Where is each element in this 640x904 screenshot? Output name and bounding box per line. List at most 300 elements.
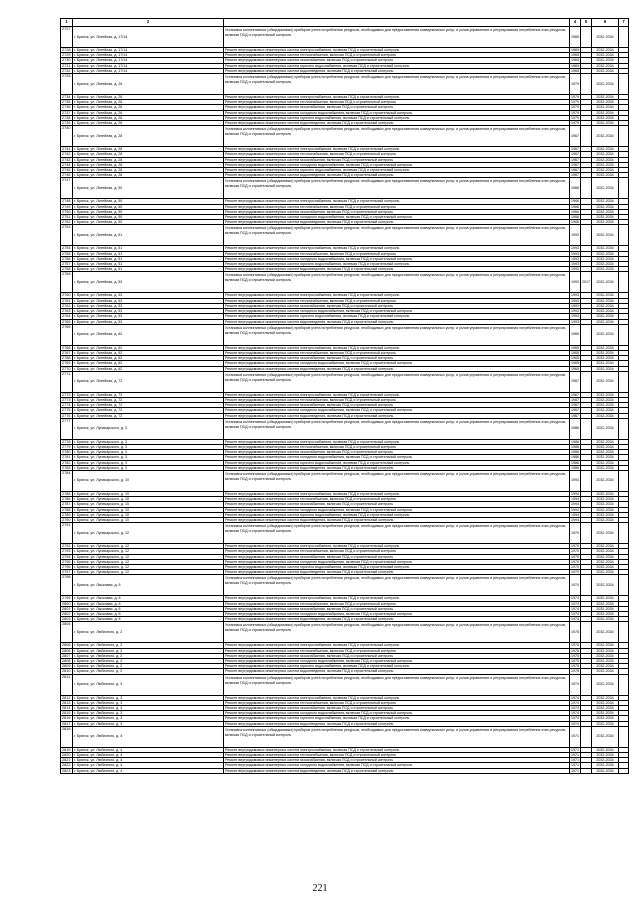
period-cell: 2032-2034 [592, 747, 619, 752]
address-cell: г. Брянск, ул. Литейная, д. 50 [73, 209, 224, 214]
row-number-cell: 2783 [61, 465, 73, 470]
work-type-cell: Ремонт внутридомовых инженерных систем холодного водоснабжения, включая ПСД и строительный контроль [224, 215, 570, 220]
period-cell: 2032-2034 [592, 366, 619, 371]
work-type-cell: Ремонт внутридомовых инженерных систем газоснабжения, включая ПСД и строительный контроль [224, 606, 570, 611]
year-cell: 1986 [571, 444, 579, 449]
period-cell: 2032-2034 [592, 612, 619, 617]
row-number-cell: 2741 [61, 147, 73, 152]
row-number-cell: 2796 [61, 564, 73, 569]
year-cell: 1971 [571, 753, 579, 758]
address-cell: г. Брянск, ул. Литейная, д. 28 [73, 168, 224, 173]
work-type-cell: Ремонт внутридомовых инженерных систем холодного водоснабжения, включая ПСД и строительный контроль [224, 455, 570, 460]
table-row [61, 27, 629, 48]
header-cell [224, 19, 570, 27]
year-cell: 1965 [571, 350, 579, 355]
period-cell: 2032-2034 [592, 100, 619, 105]
col7-cell [619, 726, 629, 747]
period-cell: 2032-2034 [592, 272, 619, 293]
row-number-cell: 2789 [61, 512, 73, 517]
period-cell: 2032-2034 [592, 721, 619, 726]
work-type-cell: Ремонт внутридомовых инженерных систем теплоснабжения, включая ПСД и строительный контроль [224, 753, 570, 758]
row-number-cell: 2779 [61, 444, 73, 449]
period-cell: 2032-2034 [592, 147, 619, 152]
work-type-cell: Ремонт внутридомовых инженерных систем газоснабжения, включая ПСД и строительный контроль [224, 303, 570, 308]
row-number-cell: 2814 [61, 706, 73, 711]
address-cell: г. Брянск, ул. Любезного, д. 4 [73, 726, 224, 747]
header-cell: 7 [619, 19, 629, 27]
year-cell: 1994 [570, 470, 581, 491]
extra-year-cell [581, 470, 592, 491]
work-type-cell: Ремонт внутридомовых инженерных систем холодного водоснабжения, включая ПСД и строительный контроль [224, 110, 570, 115]
year-cell: 1966 [571, 209, 579, 214]
work-type-cell: Установка коллективных (общедомовых) приборов учета потребления ресурсов, необходимых для предоставления коммунальных услуг, и узлов управления и регулирования потребления этих ресурсов, включая ПСД и строительный контроль [224, 726, 570, 747]
address-cell: г. Брянск, ул. Любезного, д. 3 [73, 706, 224, 711]
year-cell: 1967 [571, 168, 579, 173]
year-cell: 1993 [571, 256, 579, 261]
year-cell: 1970 [570, 523, 581, 544]
row-number-cell: 2795 [61, 559, 73, 564]
row-number-cell: 2794 [61, 554, 73, 559]
address-cell: г. Брянск, ул. Луначарского, д. 3 [73, 455, 224, 460]
year-cell: 1994 [571, 491, 579, 496]
period-cell: 2032-2034 [592, 319, 619, 324]
period-cell: 2032-2034 [592, 669, 619, 674]
work-type-cell: Ремонт внутридомовых инженерных систем теплоснабжения, включая ПСД и строительный контроль [224, 648, 570, 653]
address-cell: г. Брянск, ул. Литейная, д. 72 [73, 392, 224, 397]
row-number-cell: 2745 [61, 168, 73, 173]
row-number-cell: 2778 [61, 439, 73, 444]
period-cell: 2032-2034 [592, 95, 619, 100]
work-type-cell: Установка коллективных (общедомовых) приборов учета потребления ресурсов, необходимых для предоставления коммунальных услуг, и узлов управления и регулирования потребления этих ресурсов, включая ПСД и строительный контроль [224, 523, 570, 544]
work-type-cell: Ремонт внутридомовых инженерных систем теплоснабжения, включая ПСД и строительный контроль [224, 251, 570, 256]
year-cell: 1993 [571, 262, 579, 267]
year-cell: 1993 [571, 251, 579, 256]
work-type-cell: Ремонт внутридомовых инженерных систем газоснабжения, включая ПСД и строительный контроль [224, 403, 570, 408]
row-number-cell: 2818 [61, 726, 73, 747]
col7-cell [619, 74, 629, 95]
work-type-cell: Ремонт внутридомовых инженерных систем водоотведения, включая ПСД и строительный контроль [224, 413, 570, 418]
address-cell: г. Брянск, ул. Литейная, д. 62 [73, 361, 224, 366]
address-cell: г. Брянск, ул. Литейная, д. 17/14 [73, 53, 224, 58]
address-cell: г. Брянск, ул. Лысковая, д. 6 [73, 606, 224, 611]
extra-year-cell [581, 726, 592, 747]
period-cell: 2032-2034 [592, 361, 619, 366]
row-number-cell: 2788 [61, 507, 73, 512]
row-number-cell: 2765 [61, 319, 73, 324]
year-cell: 1993 [570, 225, 581, 246]
address-cell: г. Брянск, ул. Литейная, д. 26 [73, 115, 224, 120]
work-type-cell: Установка коллективных (общедомовых) приборов учета потребления ресурсов, необходимых для предоставления коммунальных услуг, и узлов управления и регулирования потребления этих ресурсов, включая ПСД и строительный контроль [224, 178, 570, 199]
address-cell: г. Брянск, ул. Любезного, д. 2 [73, 643, 224, 648]
address-cell: г. Брянск, ул. Луначарского, д. 12 [73, 564, 224, 569]
address-cell: г. Брянск, ул. Литейная, д. 17/14 [73, 48, 224, 53]
work-type-cell: Установка коллективных (общедомовых) приборов учета потребления ресурсов, необходимых для предоставления коммунальных услуг, и узлов управления и регулирования потребления этих ресурсов, включая ПСД и строительный контроль [224, 126, 570, 147]
row-number-cell: 2727 [61, 27, 73, 48]
row-number-cell: 2747 [61, 178, 73, 199]
work-type-cell: Ремонт внутридомовых инженерных систем холодного водоснабжения, включая ПСД и строительный контроль [224, 507, 570, 512]
year-cell: 1993 [571, 267, 579, 272]
address-cell: г. Брянск, ул. Любезного, д. 2 [73, 664, 224, 669]
period-cell: 2032-2034 [592, 392, 619, 397]
year-cell: 1974 [571, 716, 579, 721]
work-type-cell: Установка коллективных (общедомовых) приборов учета потребления ресурсов, необходимых для предоставления коммунальных услуг, и узлов управления и регулирования потребления этих ресурсов, включая ПСД и строительный контроль [224, 74, 570, 95]
period-cell: 2032-2034 [592, 695, 619, 700]
address-cell: г. Брянск, ул. Любезного, д. 2 [73, 622, 224, 643]
row-number-cell: 2821 [61, 758, 73, 763]
year-cell: 1986 [570, 418, 581, 439]
year-cell: 1994 [571, 497, 579, 502]
work-type-cell: Ремонт внутридомовых инженерных систем горячего водоснабжения, включая ПСД и строительный контроль [224, 460, 570, 465]
row-number-cell: 2738 [61, 115, 73, 120]
year-cell: 1971 [571, 763, 579, 768]
address-cell: г. Брянск, ул. Литейная, д. 62 [73, 356, 224, 361]
work-type-cell: Ремонт внутридомовых инженерных систем водоотведения, включая ПСД и строительный контроль [224, 267, 570, 272]
year-cell: 1967 [571, 392, 579, 397]
address-cell: г. Брянск, ул. Литейная, д. 50 [73, 215, 224, 220]
row-number-cell: 2791 [61, 523, 73, 544]
work-type-cell: Установка коллективных (общедомовых) приборов учета потребления ресурсов, необходимых для предоставления коммунальных услуг, и узлов управления и регулирования потребления этих ресурсов, включая ПСД и строительный контроль [224, 418, 570, 439]
col7-cell [619, 178, 629, 199]
year-cell: 1965 [571, 48, 579, 52]
row-number-cell: 2762 [61, 303, 73, 308]
period-cell: 2032-2034 [592, 648, 619, 653]
work-type-cell: Ремонт внутридомовых инженерных систем холодного водоснабжения, включая ПСД и строительный контроль [224, 763, 570, 768]
period-cell: 2032-2034 [592, 564, 619, 569]
address-cell: г. Брянск, ул. Литейная, д. 53 [73, 272, 224, 293]
year-cell: 1970 [571, 544, 579, 549]
work-type-cell: Ремонт внутридомовых инженерных систем газоснабжения, включая ПСД и строительный контроль [224, 758, 570, 763]
period-cell: 2032-2034 [592, 110, 619, 115]
year-cell: 1967 [570, 371, 581, 392]
work-type-cell: Ремонт внутридомовых инженерных систем водоотведения, включая ПСД и строительный контроль [224, 68, 570, 73]
address-cell: г. Брянск, ул. Луначарского, д. 10 [73, 497, 224, 502]
period-cell: 2032-2034 [592, 517, 619, 522]
row-number-cell: 2773 [61, 397, 73, 402]
address-cell: г. Брянск, ул. Любезного, д. 3 [73, 695, 224, 700]
page-number: 221 [312, 883, 328, 894]
period-cell: 2032-2034 [592, 711, 619, 716]
period-cell: 2032-2034 [592, 115, 619, 120]
address-cell: г. Брянск, ул. Любезного, д. 2 [73, 653, 224, 658]
period-cell: 2032-2034 [592, 350, 619, 355]
period-cell: 2032-2034 [592, 653, 619, 658]
year-cell: 1974 [571, 617, 579, 622]
row-number-cell: 2809 [61, 664, 73, 669]
year-cell: 1970 [571, 559, 579, 564]
year-cell: 1993 [571, 309, 579, 314]
table-row [61, 324, 629, 345]
year-cell: 1986 [571, 439, 579, 444]
year-cell: 1967 [571, 413, 579, 418]
address-cell: г. Брянск, ул. Литейная, д. 26 [73, 74, 224, 95]
row-number-cell: 2734 [61, 95, 73, 100]
address-cell: г. Брянск, ул. Литейная, д. 62 [73, 350, 224, 355]
work-type-cell: Установка коллективных (общедомовых) приборов учета потребления ресурсов, необходимых для предоставления коммунальных услуг, и узлов управления и регулирования потребления этих ресурсов, включая ПСД и строительный контроль [224, 272, 570, 293]
work-type-cell: Ремонт внутридомовых инженерных систем теплоснабжения, включая ПСД и строительный контроль [224, 298, 570, 303]
table-row [61, 674, 629, 695]
col7-cell [619, 622, 629, 643]
year-cell: 1967 [570, 126, 581, 147]
year-cell: 1979 [571, 121, 579, 126]
period-cell: 2032-2034 [592, 408, 619, 413]
address-cell: г. Брянск, ул. Литейная, д. 72 [73, 408, 224, 413]
row-number-cell: 2810 [61, 669, 73, 674]
extra-year-cell: 2017 [581, 272, 592, 293]
row-number-cell: 2729 [61, 53, 73, 58]
address-cell: г. Брянск, ул. Луначарского, д. 3 [73, 460, 224, 465]
row-number-cell: 2754 [61, 246, 73, 251]
address-cell: г. Брянск, ул. Литейная, д. 17/14 [73, 63, 224, 68]
address-cell: г. Брянск, ул. Литейная, д. 28 [73, 173, 224, 178]
year-cell: 1967 [571, 403, 579, 408]
row-number-cell: 2801 [61, 606, 73, 611]
work-type-cell: Ремонт внутридомовых инженерных систем электроснабжения, включая ПСД и строительный контроль [224, 345, 570, 350]
col7-cell [619, 575, 629, 596]
address-cell: г. Брянск, ул. Луначарского, д. 3 [73, 439, 224, 444]
year-cell: 1965 [570, 324, 581, 345]
address-cell: г. Брянск, ул. Литейная, д. 28 [73, 152, 224, 157]
work-type-cell: Ремонт внутридомовых инженерных систем холодного водоснабжения, включая ПСД и строительный контроль [224, 162, 570, 167]
work-type-cell: Ремонт внутридомовых инженерных систем электроснабжения, включая ПСД и строительный контроль [224, 491, 570, 496]
period-cell: 2032-2034 [592, 371, 619, 392]
address-cell: г. Брянск, ул. Любезного, д. 2 [73, 669, 224, 674]
address-cell: г. Брянск, ул. Литейная, д. 72 [73, 371, 224, 392]
period-cell: 2032-2034 [592, 63, 619, 68]
year-cell: 1967 [571, 147, 579, 152]
period-cell: 2032-2034 [592, 418, 619, 439]
work-type-cell: Ремонт внутридомовых инженерных систем газоснабжения, включая ПСД и строительный контроль [224, 157, 570, 162]
year-cell: 1979 [571, 100, 579, 105]
year-cell: 1974 [571, 596, 579, 601]
period-cell: 2032-2034 [592, 716, 619, 721]
row-number-cell: 2793 [61, 549, 73, 554]
row-number-cell: 2772 [61, 392, 73, 397]
address-cell: г. Брянск, ул. Литейная, д. 51 [73, 246, 224, 251]
work-type-cell: Ремонт внутридомовых инженерных систем газоснабжения, включая ПСД и строительный контроль [224, 554, 570, 559]
table-row [61, 470, 629, 491]
address-cell: г. Брянск, ул. Литейная, д. 72 [73, 403, 224, 408]
header-cell: 1 [61, 19, 73, 27]
address-cell: г. Брянск, ул. Любезного, д. 3 [73, 721, 224, 726]
work-type-cell: Ремонт внутридомовых инженерных систем водоотведения, включая ПСД и строительный контроль [224, 617, 570, 622]
row-number-cell: 2766 [61, 345, 73, 350]
row-number-cell: 2746 [61, 173, 73, 178]
row-number-cell: 2765 [61, 324, 73, 345]
period-cell: 2032-2034 [592, 570, 619, 575]
header-cell: 4 [570, 19, 581, 27]
row-number-cell: 2743 [61, 157, 73, 162]
work-type-cell: Ремонт внутридомовых инженерных систем холодного водоснабжения, включая ПСД и строительный контроль [224, 659, 570, 664]
year-cell: 1994 [571, 517, 579, 522]
period-cell: 2032-2034 [592, 157, 619, 162]
work-type-cell: Ремонт внутридомовых инженерных систем водоотведения, включая ПСД и строительный контроль [224, 220, 570, 225]
row-number-cell: 2815 [61, 711, 73, 716]
period-cell: 2032-2034 [592, 152, 619, 157]
year-cell: 1974 [571, 721, 579, 726]
address-cell: г. Брянск, ул. Литейная, д. 51 [73, 256, 224, 261]
row-number-cell: 2803 [61, 617, 73, 622]
year-cell: 1966 [571, 199, 579, 204]
address-cell: г. Брянск, ул. Литейная, д. 51 [73, 251, 224, 256]
work-type-cell: Ремонт внутридомовых инженерных систем электроснабжения, включая ПСД и строительный контроль [224, 246, 570, 251]
row-number-cell: 2780 [61, 450, 73, 455]
period-cell: 2032-2034 [592, 507, 619, 512]
work-type-cell: Установка коллективных (общедомовых) приборов учета потребления ресурсов, необходимых для предоставления коммунальных услуг, и узлов управления и регулирования потребления этих ресурсов, включая ПСД и строительный контроль [224, 27, 570, 48]
period-cell: 2032-2034 [592, 53, 619, 58]
address-cell: г. Брянск, ул. Литейная, д. 53 [73, 309, 224, 314]
address-cell: г. Брянск, ул. Луначарского, д. 3 [73, 465, 224, 470]
row-number-cell: 2760 [61, 293, 73, 298]
period-cell: 2032-2034 [592, 246, 619, 251]
year-cell: 1994 [571, 507, 579, 512]
work-type-cell: Установка коллективных (общедомовых) приборов учета потребления ресурсов, необходимых для предоставления коммунальных услуг, и узлов управления и регулирования потребления этих ресурсов, включая ПСД и строительный контроль [224, 622, 570, 643]
extra-year-cell [581, 575, 592, 596]
year-cell: 1974 [571, 706, 579, 711]
address-cell: г. Брянск, ул. Луначарского, д. 10 [73, 502, 224, 507]
address-cell: г. Брянск, ул. Литейная, д. 26 [73, 110, 224, 115]
period-cell: 2032-2034 [592, 309, 619, 314]
period-cell: 2032-2034 [592, 168, 619, 173]
year-cell: 1975 [570, 622, 581, 643]
year-cell: 1979 [570, 74, 581, 95]
row-number-cell: 2813 [61, 700, 73, 705]
period-cell: 2032-2034 [592, 413, 619, 418]
work-type-cell: Ремонт внутридомовых инженерных систем холодного водоснабжения, включая ПСД и строительный контроль [224, 408, 570, 413]
work-type-cell: Ремонт внутридомовых инженерных систем теплоснабжения, включая ПСД и строительный контроль [224, 444, 570, 449]
row-number-cell: 2776 [61, 413, 73, 418]
period-cell: 2032-2034 [592, 345, 619, 350]
year-cell: 1974 [571, 711, 579, 716]
address-cell: г. Брянск, ул. Любезного, д. 2 [73, 648, 224, 653]
row-number-cell: 2768 [61, 356, 73, 361]
period-cell: 2032-2034 [592, 215, 619, 220]
extra-year-cell [581, 418, 592, 439]
row-number-cell: 2811 [61, 674, 73, 695]
work-type-cell: Ремонт внутридомовых инженерных систем электроснабжения, включая ПСД и строительный контроль [224, 596, 570, 601]
year-cell: 1986 [571, 455, 579, 460]
period-cell: 2032-2034 [592, 512, 619, 517]
row-number-cell: 2777 [61, 418, 73, 439]
year-cell: 1975 [571, 659, 579, 664]
col7-cell [619, 324, 629, 345]
row-number-cell: 2756 [61, 256, 73, 261]
year-cell: 1965 [571, 345, 579, 350]
address-cell: г. Брянск, ул. Луначарского, д. 12 [73, 549, 224, 554]
row-number-cell: 2782 [61, 460, 73, 465]
row-number-cell: 2764 [61, 314, 73, 319]
work-type-cell: Ремонт внутридомовых инженерных систем газоснабжения, включая ПСД и строительный контроль [224, 450, 570, 455]
col7-cell [619, 126, 629, 147]
address-cell: г. Брянск, ул. Луначарского, д. 12 [73, 544, 224, 549]
year-cell: 1966 [571, 215, 579, 220]
work-type-cell: Ремонт внутридомовых инженерных систем газоснабжения, включая ПСД и строительный контроль [224, 502, 570, 507]
extra-year-cell [581, 27, 592, 48]
period-cell: 2032-2034 [592, 27, 619, 48]
address-cell: г. Брянск, ул. Литейная, д. 50 [73, 204, 224, 209]
period-cell: 2032-2034 [592, 763, 619, 768]
address-cell: г. Брянск, ул. Литейная, д. 51 [73, 262, 224, 267]
work-type-cell: Ремонт внутридомовых инженерных систем горячего водоснабжения, включая ПСД и строительный контроль [224, 512, 570, 517]
period-cell: 2032-2034 [592, 601, 619, 606]
row-number-cell: 2763 [61, 309, 73, 314]
address-cell: г. Брянск, ул. Литейная, д. 26 [73, 95, 224, 100]
address-cell: г. Брянск, ул. Литейная, д. 28 [73, 147, 224, 152]
table-row [61, 126, 629, 147]
work-type-cell: Ремонт внутридомовых инженерных систем газоснабжения, включая ПСД и строительный контроль [224, 653, 570, 658]
year-cell: 1965 [571, 58, 579, 63]
work-type-cell: Установка коллективных (общедомовых) приборов учета потребления ресурсов, необходимых для предоставления коммунальных услуг, и узлов управления и регулирования потребления этих ресурсов, включая ПСД и строительный контроль [224, 225, 570, 246]
year-cell: 1967 [571, 397, 579, 402]
header-cell: 2 [73, 19, 224, 27]
work-type-cell: Ремонт внутридомовых инженерных систем горячего водоснабжения, включая ПСД и строительный контроль [224, 63, 570, 68]
work-type-cell: Ремонт внутридомовых инженерных систем теплоснабжения, включая ПСД и строительный контроль [224, 152, 570, 157]
year-cell: 1970 [571, 564, 579, 569]
address-cell: г. Брянск, ул. Луначарского, д. 10 [73, 512, 224, 517]
row-number-cell: 2740 [61, 126, 73, 147]
year-cell: 1975 [571, 669, 579, 674]
row-number-cell: 2752 [61, 220, 73, 225]
address-cell: г. Брянск, ул. Лысковая, д. 6 [73, 612, 224, 617]
year-cell: 1979 [571, 105, 579, 110]
year-cell: 1994 [571, 512, 579, 517]
work-type-cell: Ремонт внутридомовых инженерных систем водоотведения, включая ПСД и строительный контроль [224, 517, 570, 522]
work-type-cell: Ремонт внутридомовых инженерных систем холодного водоснабжения, включая ПСД и строительный контроль [224, 309, 570, 314]
table-row [61, 523, 629, 544]
address-cell: г. Брянск, ул. Литейная, д. 17/14 [73, 27, 224, 48]
period-cell: 2032-2034 [592, 674, 619, 695]
period-cell: 2032-2034 [592, 596, 619, 601]
address-cell: г. Брянск, ул. Луначарского, д. 3 [73, 418, 224, 439]
work-type-cell: Установка коллективных (общедомовых) приборов учета потребления ресурсов, необходимых для предоставления коммунальных услуг, и узлов управления и регулирования потребления этих ресурсов, включая ПСД и строительный контроль [224, 575, 570, 596]
year-cell: 1993 [571, 246, 579, 251]
work-type-cell: Установка коллективных (общедомовых) приборов учета потребления ресурсов, необходимых для предоставления коммунальных услуг, и узлов управления и регулирования потребления этих ресурсов, включая ПСД и строительный контроль [224, 324, 570, 345]
extra-year-cell [581, 674, 592, 695]
work-type-cell: Ремонт внутридомовых инженерных систем водоотведения, включая ПСД и строительный контроль [224, 570, 570, 575]
table-row [61, 371, 629, 392]
year-cell: 1993 [570, 272, 581, 293]
address-cell: г. Брянск, ул. Литейная, д. 17/14 [73, 58, 224, 63]
period-cell: 2032-2034 [592, 403, 619, 408]
address-cell: г. Брянск, ул. Луначарского, д. 12 [73, 554, 224, 559]
work-type-cell: Ремонт внутридомовых инженерных систем холодного водоснабжения, включая ПСД и строительный контроль [224, 256, 570, 261]
period-cell: 2032-2034 [592, 262, 619, 267]
address-cell: г. Брянск, ул. Луначарского, д. 10 [73, 470, 224, 491]
col7-cell [619, 768, 629, 773]
col7-cell [619, 523, 629, 544]
address-cell: г. Брянск, ул. Литейная, д. 28 [73, 162, 224, 167]
period-cell: 2032-2034 [592, 575, 619, 596]
capital-repair-table [60, 18, 629, 774]
period-cell: 2032-2034 [592, 544, 619, 549]
address-cell: г. Брянск, ул. Лысковая, д. 6 [73, 601, 224, 606]
period-cell: 2032-2034 [592, 356, 619, 361]
table-row [61, 272, 629, 293]
extra-year-cell [581, 324, 592, 345]
year-cell: 1965 [571, 356, 579, 361]
address-cell: г. Брянск, ул. Литейная, д. 72 [73, 397, 224, 402]
extra-year-cell [581, 371, 592, 392]
work-type-cell: Ремонт внутридомовых инженерных систем электроснабжения, включая ПСД и строительный контроль [224, 747, 570, 752]
period-cell: 2032-2034 [592, 173, 619, 178]
work-type-cell: Ремонт внутридомовых инженерных систем теплоснабжения, включая ПСД и строительный контроль [224, 53, 570, 58]
row-number-cell: 2797 [61, 570, 73, 575]
address-cell: г. Брянск, ул. Литейная, д. 62 [73, 324, 224, 345]
work-type-cell: Ремонт внутридомовых инженерных систем водоотведения, включая ПСД и строительный контроль [224, 768, 570, 773]
address-cell: г. Брянск, ул. Литейная, д. 51 [73, 225, 224, 246]
table-row [61, 418, 629, 439]
extra-year-cell [581, 768, 592, 773]
col7-cell [619, 27, 629, 48]
